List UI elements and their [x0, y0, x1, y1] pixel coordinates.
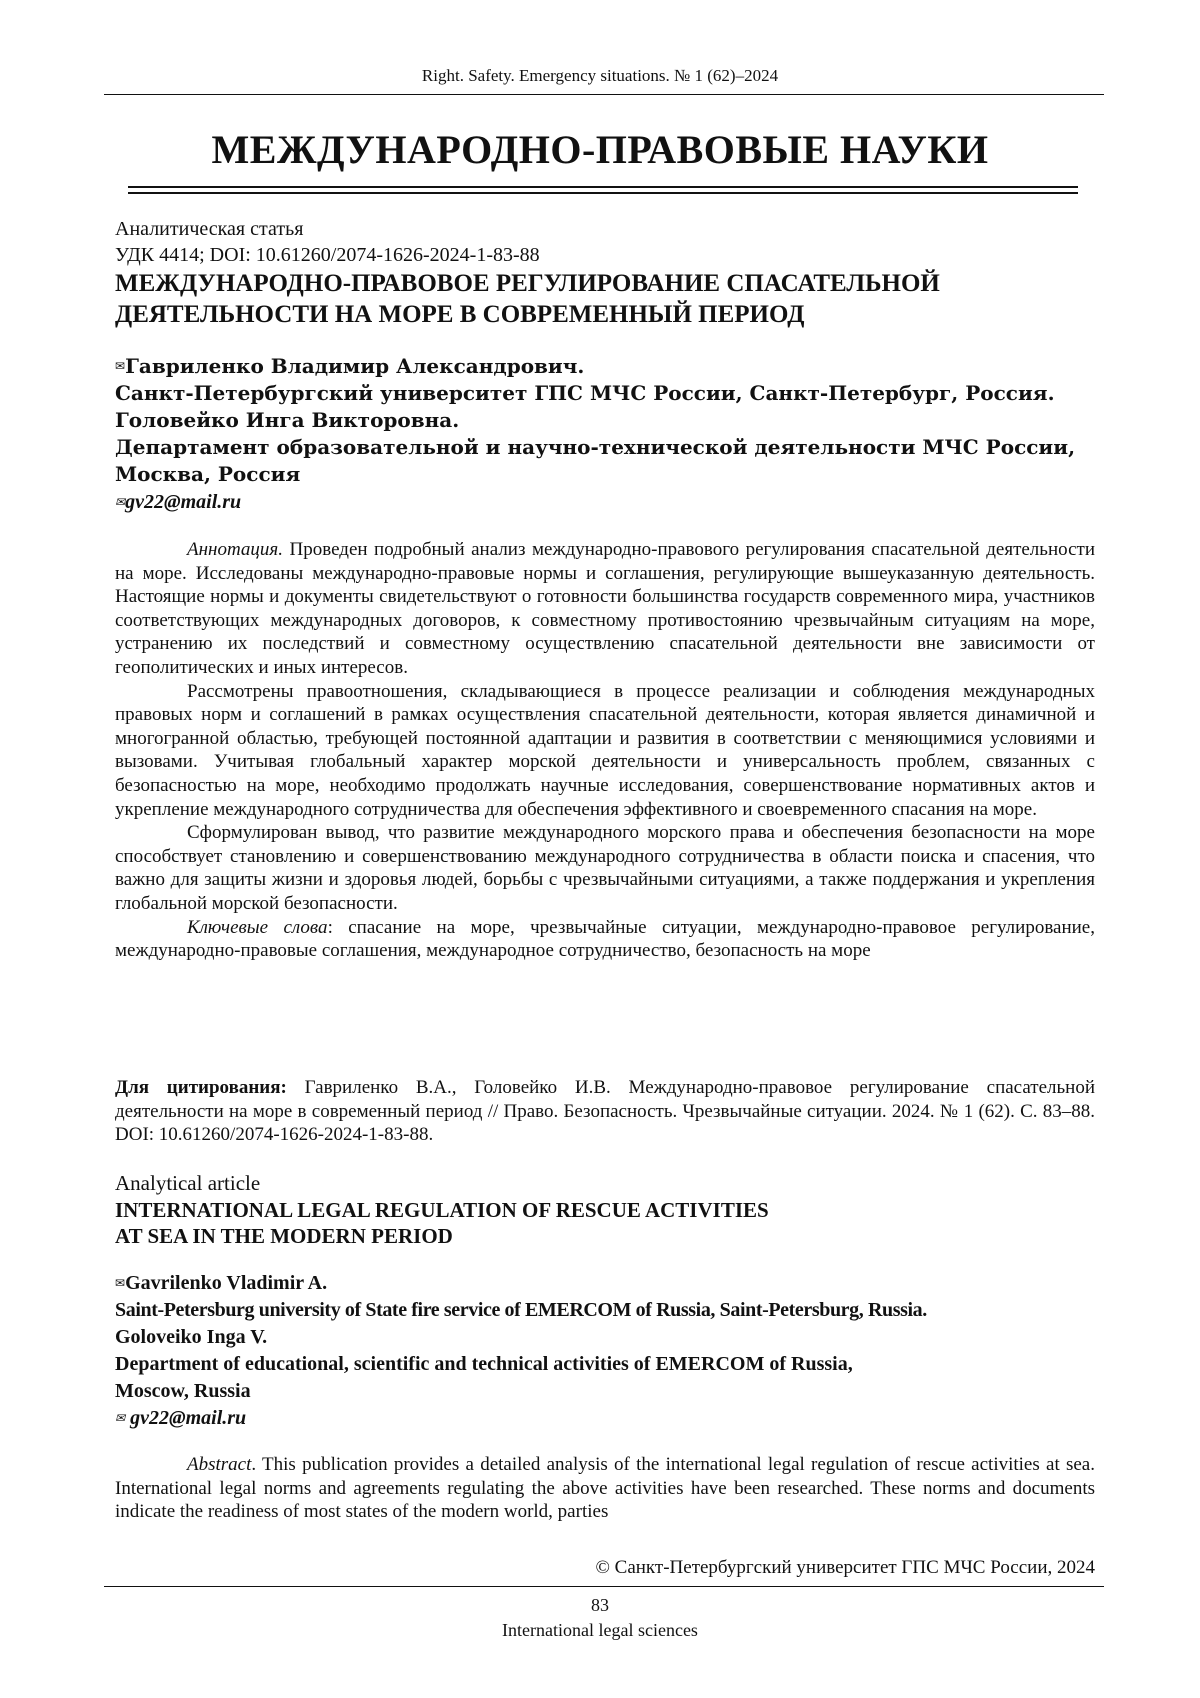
- section-rule-1: [128, 186, 1078, 188]
- footer-rule: [104, 1586, 1104, 1587]
- ru-abstract-p2: Рассмотрены правоотношения, складывающиеся в процессе реализации и соблюдения международных правовых норм и соглашений в рамках осуществления спасательной деятельности, которая является динамичной и многогранной областью, требующей постоянной адаптации и развития в соответствии с меняющимися условиями и вызовами. Учитывая глобальный характер морской деятельности и универсальность проблем, связанных с безопасностью на море, необходимо продолжать научные исследования, совершенствование нормативных актов и укрепление международного сотрудничества для обеспечения эффективного и своевременного спасания на море.: [115, 680, 1095, 820]
- en-author-1: Gavrilenko Vladimir A.: [125, 1272, 328, 1294]
- journal-header: Right. Safety. Emergency situations. № 1 (62)–2024: [421, 66, 779, 85]
- ru-abstract-p3: Сформулирован вывод, что развитие международного морского права и обеспечения безопасности на море способствует становлению и совершенствованию международного сотрудничества в области поиска и спасения, что важно для защиты жизни и здоровья людей, борьбы с чрезвычайными ситуациями, а также поддержания и укрепления глобальной морской безопасности.: [115, 822, 1095, 914]
- ru-abstract-p1: Аннотация. Проведен подробный анализ международно-правового регулирования спасательной деятельности на море. Исследованы международно-правовые нормы и соглашения, регулирующие вышеуказанную деятельность. Настоящие нормы и документы свидетельствуют о готовности большинства государств современного мира, участников соответствующих международных договоров, к совместному противостоянию чрезвычайным ситуациям на море, устранению их последствий и совместному осуществлению спасательной деятельности вне зависимости от геополитических и иных интересов.: [115, 539, 1095, 678]
- copyright: © Санкт-Петербургский университет ГПС МЧС России, 2024: [595, 1557, 1095, 1578]
- en-title-line-1: INTERNATIONAL LEGAL REGULATION OF RESCUE ACTIVITIES: [115, 1198, 769, 1222]
- page-number: 83: [591, 1595, 609, 1615]
- en-email[interactable]: gv22@mail.ru: [125, 1407, 247, 1429]
- ru-title-line-2: ДЕЯТЕЛЬНОСТИ НА МОРЕ В СОВРЕМЕННЫЙ ПЕРИОД: [115, 301, 805, 328]
- ru-abstract-label: Аннотация.: [187, 539, 283, 560]
- section-rule-2: [128, 192, 1078, 194]
- en-article-type: Analytical article: [115, 1171, 261, 1195]
- ru-abstract: [115, 538, 1095, 963]
- envelope-icon: ✉: [115, 495, 126, 509]
- envelope-icon: ✉: [115, 1276, 126, 1290]
- ru-udk-doi: УДК 4414; DOI: 10.61260/2074-1626-2024-1-83-88: [115, 244, 540, 266]
- ru-keywords: Ключевые слова: спасание на море, чрезвычайные ситуации, международно-правовое регулирование, международно-правовые соглашения, международное сотрудничество, безопасность на море: [115, 916, 1095, 962]
- ru-affiliation-1: Санкт-Петербургский университет ГПС МЧС России, Санкт-Петербург, Россия.: [115, 381, 1055, 405]
- envelope-icon: ✉: [115, 359, 126, 373]
- ru-affiliation-2-line-2: Москва, Россия: [115, 462, 301, 486]
- ru-affiliation-2-line-1: Департамент образовательной и научно-технической деятельности МЧС России,: [115, 435, 1076, 459]
- en-author-1-line: [115, 1270, 1095, 1297]
- section-title: МЕЖДУНАРОДНО-ПРАВОВЫЕ НАУКИ: [211, 127, 989, 172]
- ru-citation: Для цитирования: Гавриленко В.А., Головейко И.В. Международно-правовое регулирование спасательной деятельности на море в современный период // Право. Безопасность. Чрезвычайные ситуации. 2024. № 1 (62). С. 83–88. DOI: 10.61260/2074-1626-2024-1-83-88.: [115, 1077, 1095, 1146]
- en-author-2: Goloveiko Inga V.: [115, 1326, 268, 1348]
- en-affiliation-1: Saint-Petersburg university of State fire service of EMERCOM of Russia, Saint-Petersburg, Russia.: [115, 1299, 927, 1321]
- ru-title-line-1: МЕЖДУНАРОДНО-ПРАВОВОЕ РЕГУЛИРОВАНИЕ СПАСАТЕЛЬНОЙ: [115, 270, 940, 297]
- footer-section: International legal sciences: [502, 1620, 698, 1640]
- en-email-line: [115, 1405, 1095, 1431]
- header-rule: [104, 94, 1104, 95]
- en-affiliation-2-line-1: Department of educational, scientific and technical activities of EMERCOM of Russia,: [115, 1353, 853, 1375]
- en-affiliation-2-line-2: Moscow, Russia: [115, 1380, 251, 1402]
- ru-author-2: Головейко Инга Викторовна.: [115, 408, 460, 432]
- ru-author-1-line: [115, 353, 1095, 380]
- en-title-line-2: AT SEA IN THE MODERN PERIOD: [115, 1224, 453, 1248]
- en-abstract: Abstract. This publication provides a detailed analysis of the international legal regulation of rescue activities at sea. International legal norms and agreements regulating the above activities have been researched. These norms and documents indicate the readiness of most states of the modern world, parties: [115, 1454, 1095, 1523]
- ru-email[interactable]: gv22@mail.ru: [125, 491, 242, 513]
- ru-article-type: Аналитическая статья: [115, 218, 304, 240]
- ru-citation-label: Для цитирования:: [115, 1077, 287, 1098]
- ru-email-line: [115, 489, 1095, 515]
- en-abstract-label: Abstract: [187, 1454, 252, 1475]
- ru-author-1: Гавриленко Владимир Александрович.: [125, 354, 585, 378]
- envelope-icon: ✉: [115, 1411, 126, 1425]
- ru-keywords-label: Ключевые слова: [187, 916, 328, 938]
